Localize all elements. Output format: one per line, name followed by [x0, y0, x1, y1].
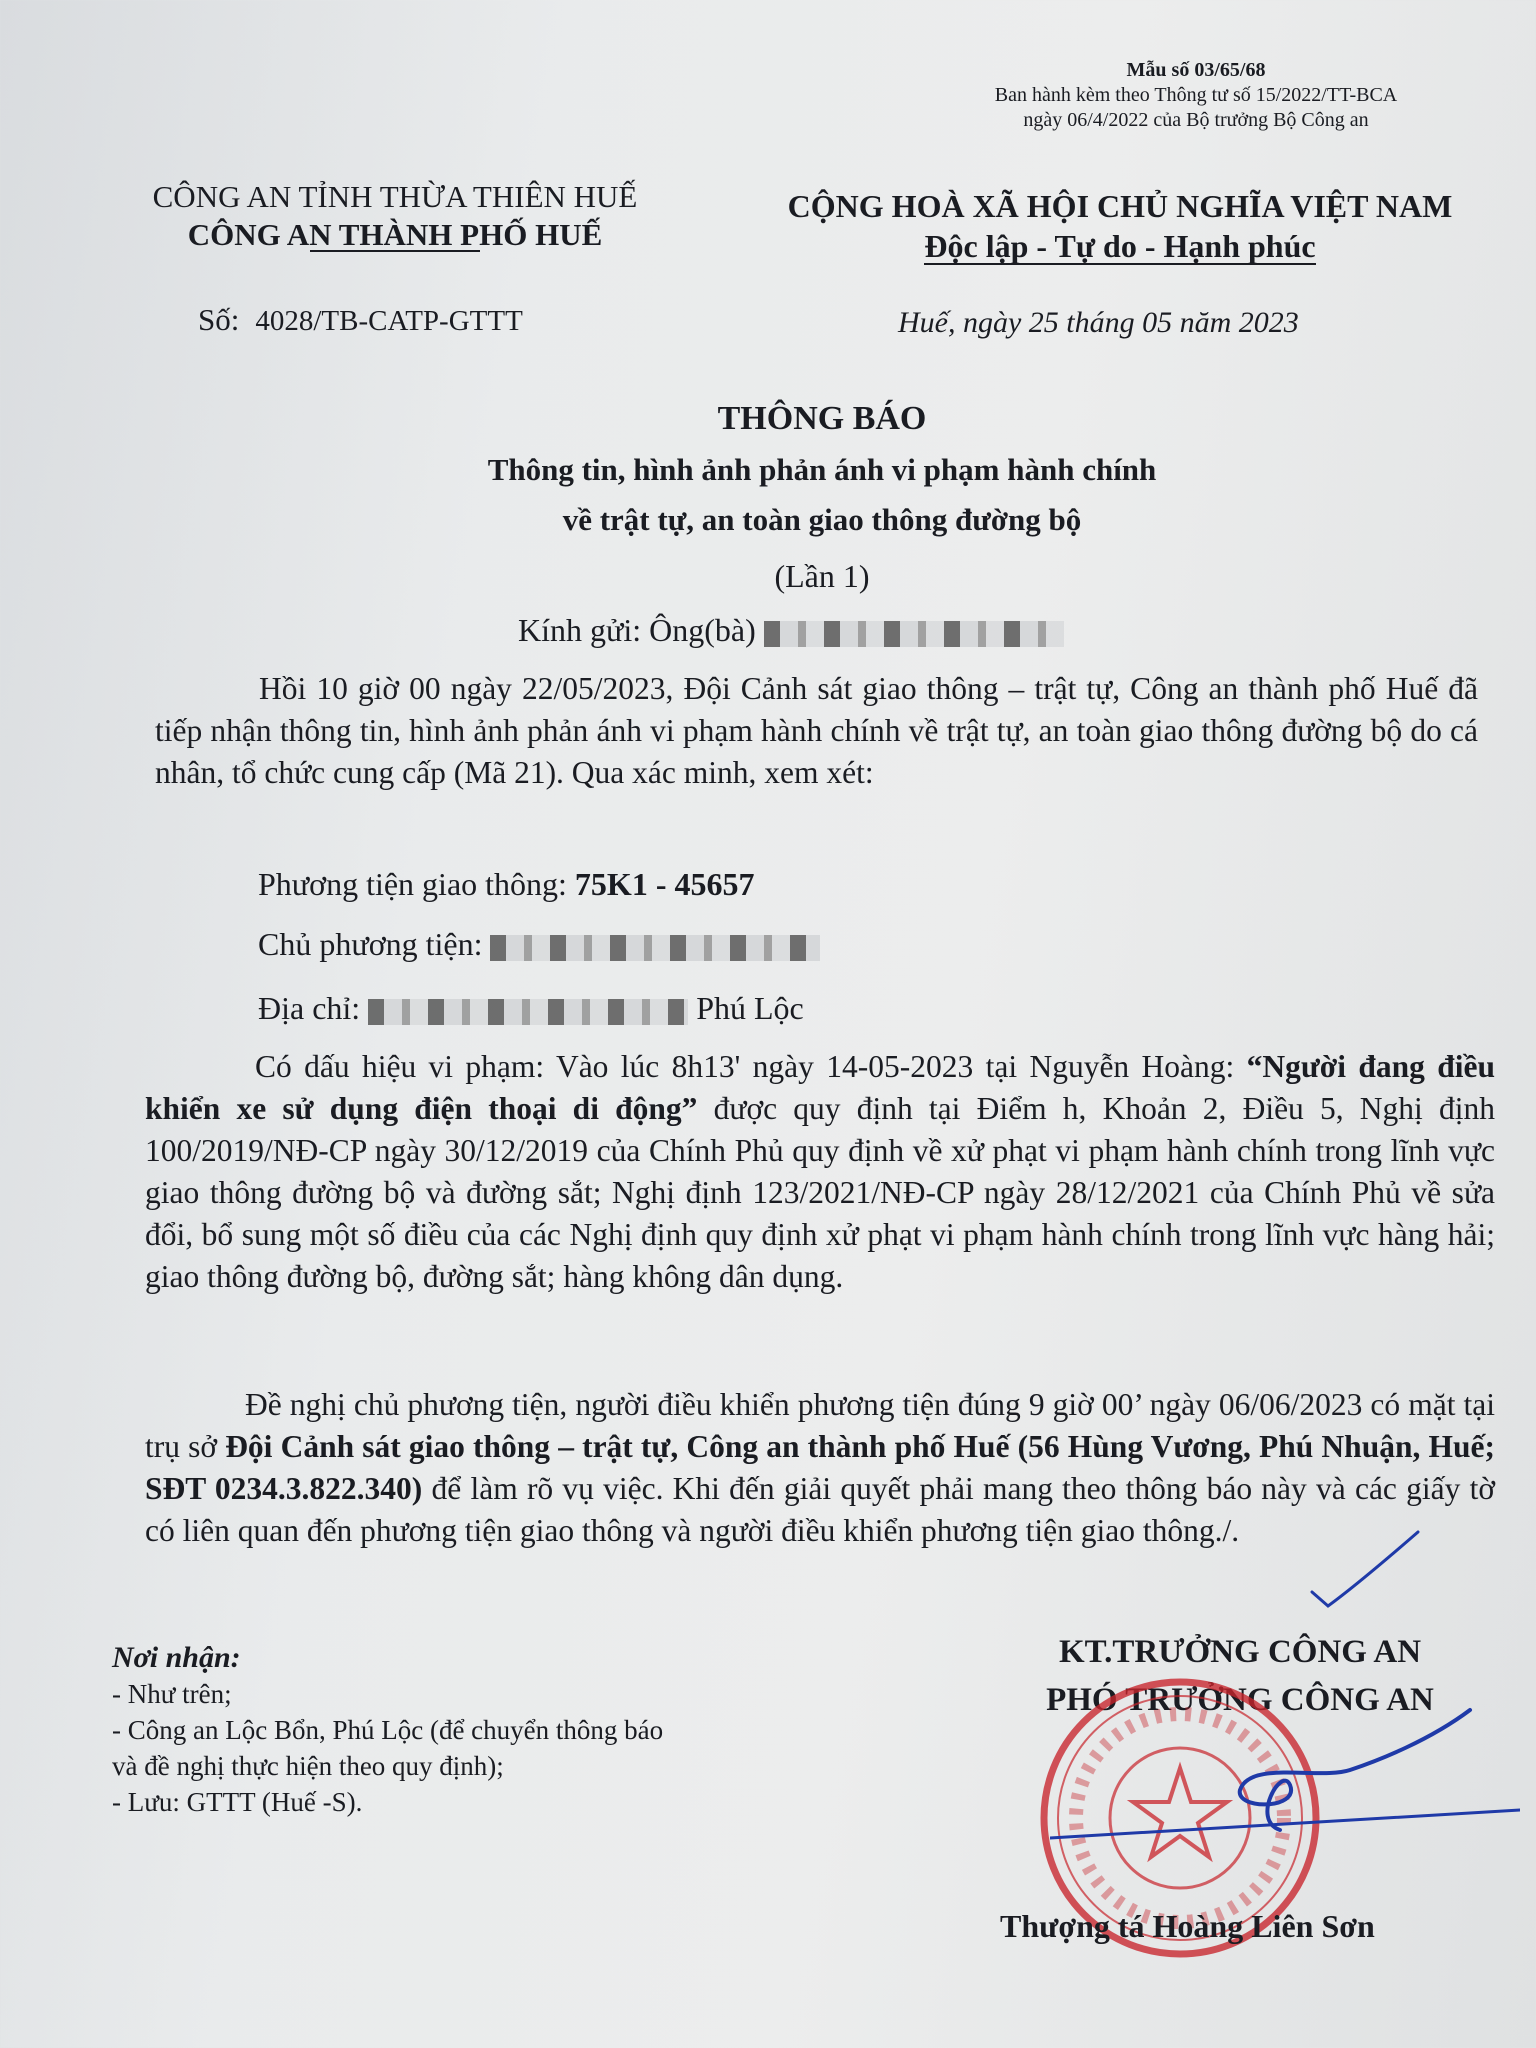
owner-label: Chủ phương tiện: — [258, 926, 483, 962]
vehicle-plate: 75K1 - 45657 — [574, 866, 755, 902]
recipient-item: và đề nghị thực hiện theo quy định); — [112, 1751, 504, 1781]
recipients-heading: Nơi nhận: — [112, 1641, 241, 1674]
agency-underline — [310, 250, 480, 252]
vehicle-label: Phương tiện giao thông: — [258, 866, 567, 902]
request-lead: Đề nghị chủ phương tiện, người điều khiển phương tiện đúng 9 giờ 00’ ngày 06/06/2023 có mặt tại trụ sở — [145, 1387, 1495, 1464]
request-place: Đội Cảnh sát giao thông – trật tự, Công an thành phố Huế (56 Hùng Vương, Phú Nhuận, Huế; SĐT 0234.3.822.340) — [145, 1429, 1495, 1506]
signer-name: Thượng tá Hoàng Liên Sơn — [1000, 1908, 1375, 1944]
address-tail: Phú Lộc — [696, 990, 804, 1026]
agency-name: CÔNG AN THÀNH PHỐ HUẾ — [187, 217, 603, 252]
nation-name: CỘNG HOÀ XÃ HỘI CHỦ NGHĨA VIỆT NAM — [787, 188, 1453, 224]
recipient-item: - Công an Lộc Bổn, Phú Lộc (để chuyển thông báo — [112, 1715, 664, 1745]
form-reference-line-2: ngày 06/4/2022 của Bộ trưởng Bộ Công an — [1023, 109, 1369, 131]
violation-legal-basis: được quy định tại Điểm h, Khoản 2, Điều 5, Nghị định 100/2019/NĐ-CP ngày 30/12/2019 của Chính Phủ quy định về xử phạt vi phạm hành chính trong lĩnh vực giao thông đường bộ và đường sắt; Nghị định 123/2021/NĐ-CP ngày 28/12/2021 của Chính Phủ về sửa đổi, bổ sung một số điều của các Nghị định quy định xử phạt vi phạm hành chính trong lĩnh vực hàng hải; giao thông đường bộ, đường sắt; hàng không dân dụng. — [145, 1091, 1496, 1294]
violation-quote: “Người đang điều khiển xe sử dụng điện thoại di động” — [145, 1049, 1496, 1126]
intro-paragraph — [155, 668, 1478, 794]
recipient-item: - Như trên; — [112, 1679, 232, 1709]
nation-motto: Độc lập - Tự do - Hạnh phúc — [924, 228, 1316, 264]
handwritten-signature-icon — [1050, 1700, 1520, 1850]
request-paragraph — [145, 1384, 1495, 1552]
redacted-address — [368, 999, 688, 1025]
document-title: THÔNG BÁO — [717, 400, 927, 437]
parent-agency: CÔNG AN TỈNH THỪA THIÊN HUẾ — [152, 179, 638, 214]
violation-paragraph — [145, 1046, 1495, 1298]
document-number — [198, 302, 523, 338]
notice-round: (Lần 1) — [774, 558, 870, 594]
document-subtitle-1: Thông tin, hình ảnh phản ánh vi phạm hành chính — [487, 452, 1157, 487]
recipient-item: - Lưu: GTTT (Huế -S). — [112, 1787, 363, 1817]
recipient-line — [518, 612, 1064, 649]
recipients-block — [112, 1640, 663, 1820]
form-reference — [946, 58, 1446, 133]
owner-line — [258, 926, 820, 963]
address-line — [258, 990, 804, 1027]
document-number-value: 4028/TB-CATP-GTTT — [255, 305, 523, 337]
national-header — [740, 186, 1500, 266]
signature-title-2: PHÓ TRƯỞNG CÔNG AN — [1046, 1682, 1434, 1718]
recipient-label: Kính gửi: Ông(bà) — [518, 612, 756, 648]
intro-text: Hồi 10 giờ 00 ngày 22/05/2023, Đội Cảnh sát giao thông – trật tự, Công an thành phố Huế đã tiếp nhận thông tin, hình ảnh phản ánh vi phạm hành chính về trật tự, an toàn giao thông đường bộ do cá nhân, tổ chức cung cấp (Mã 21). Qua xác minh, xem xét: — [155, 671, 1478, 790]
issuing-agency — [100, 178, 690, 256]
violation-lead: Có dấu hiệu vi phạm: Vào lúc 8h13' ngày 14-05-2023 tại Nguyễn Hoàng: — [255, 1049, 1235, 1084]
document-date: Huế, ngày 25 tháng 05 năm 2023 — [898, 306, 1299, 339]
document-subtitle-2: về trật tự, an toàn giao thông đường bộ — [562, 502, 1082, 537]
redacted-recipient-name — [764, 621, 1064, 647]
check-mark-icon — [1310, 1530, 1420, 1610]
form-reference-line-1: Ban hành kèm theo Thông tư số 15/2022/TT-BCA — [994, 84, 1398, 106]
redacted-owner-name — [490, 935, 820, 961]
request-rest: để làm rõ vụ việc. Khi đến giải quyết phải mang theo thông báo này và các giấy tờ có liên quan đến phương tiện giao thông và người điều khiển phương tiện giao thông./. — [145, 1471, 1495, 1548]
document-number-label: Số: — [198, 302, 240, 337]
signature-title-1: KT.TRƯỞNG CÔNG AN — [1058, 1634, 1422, 1670]
address-label: Địa chỉ: — [258, 990, 361, 1026]
vehicle-line — [258, 866, 754, 903]
form-number: Mẫu số 03/65/68 — [1126, 59, 1266, 81]
